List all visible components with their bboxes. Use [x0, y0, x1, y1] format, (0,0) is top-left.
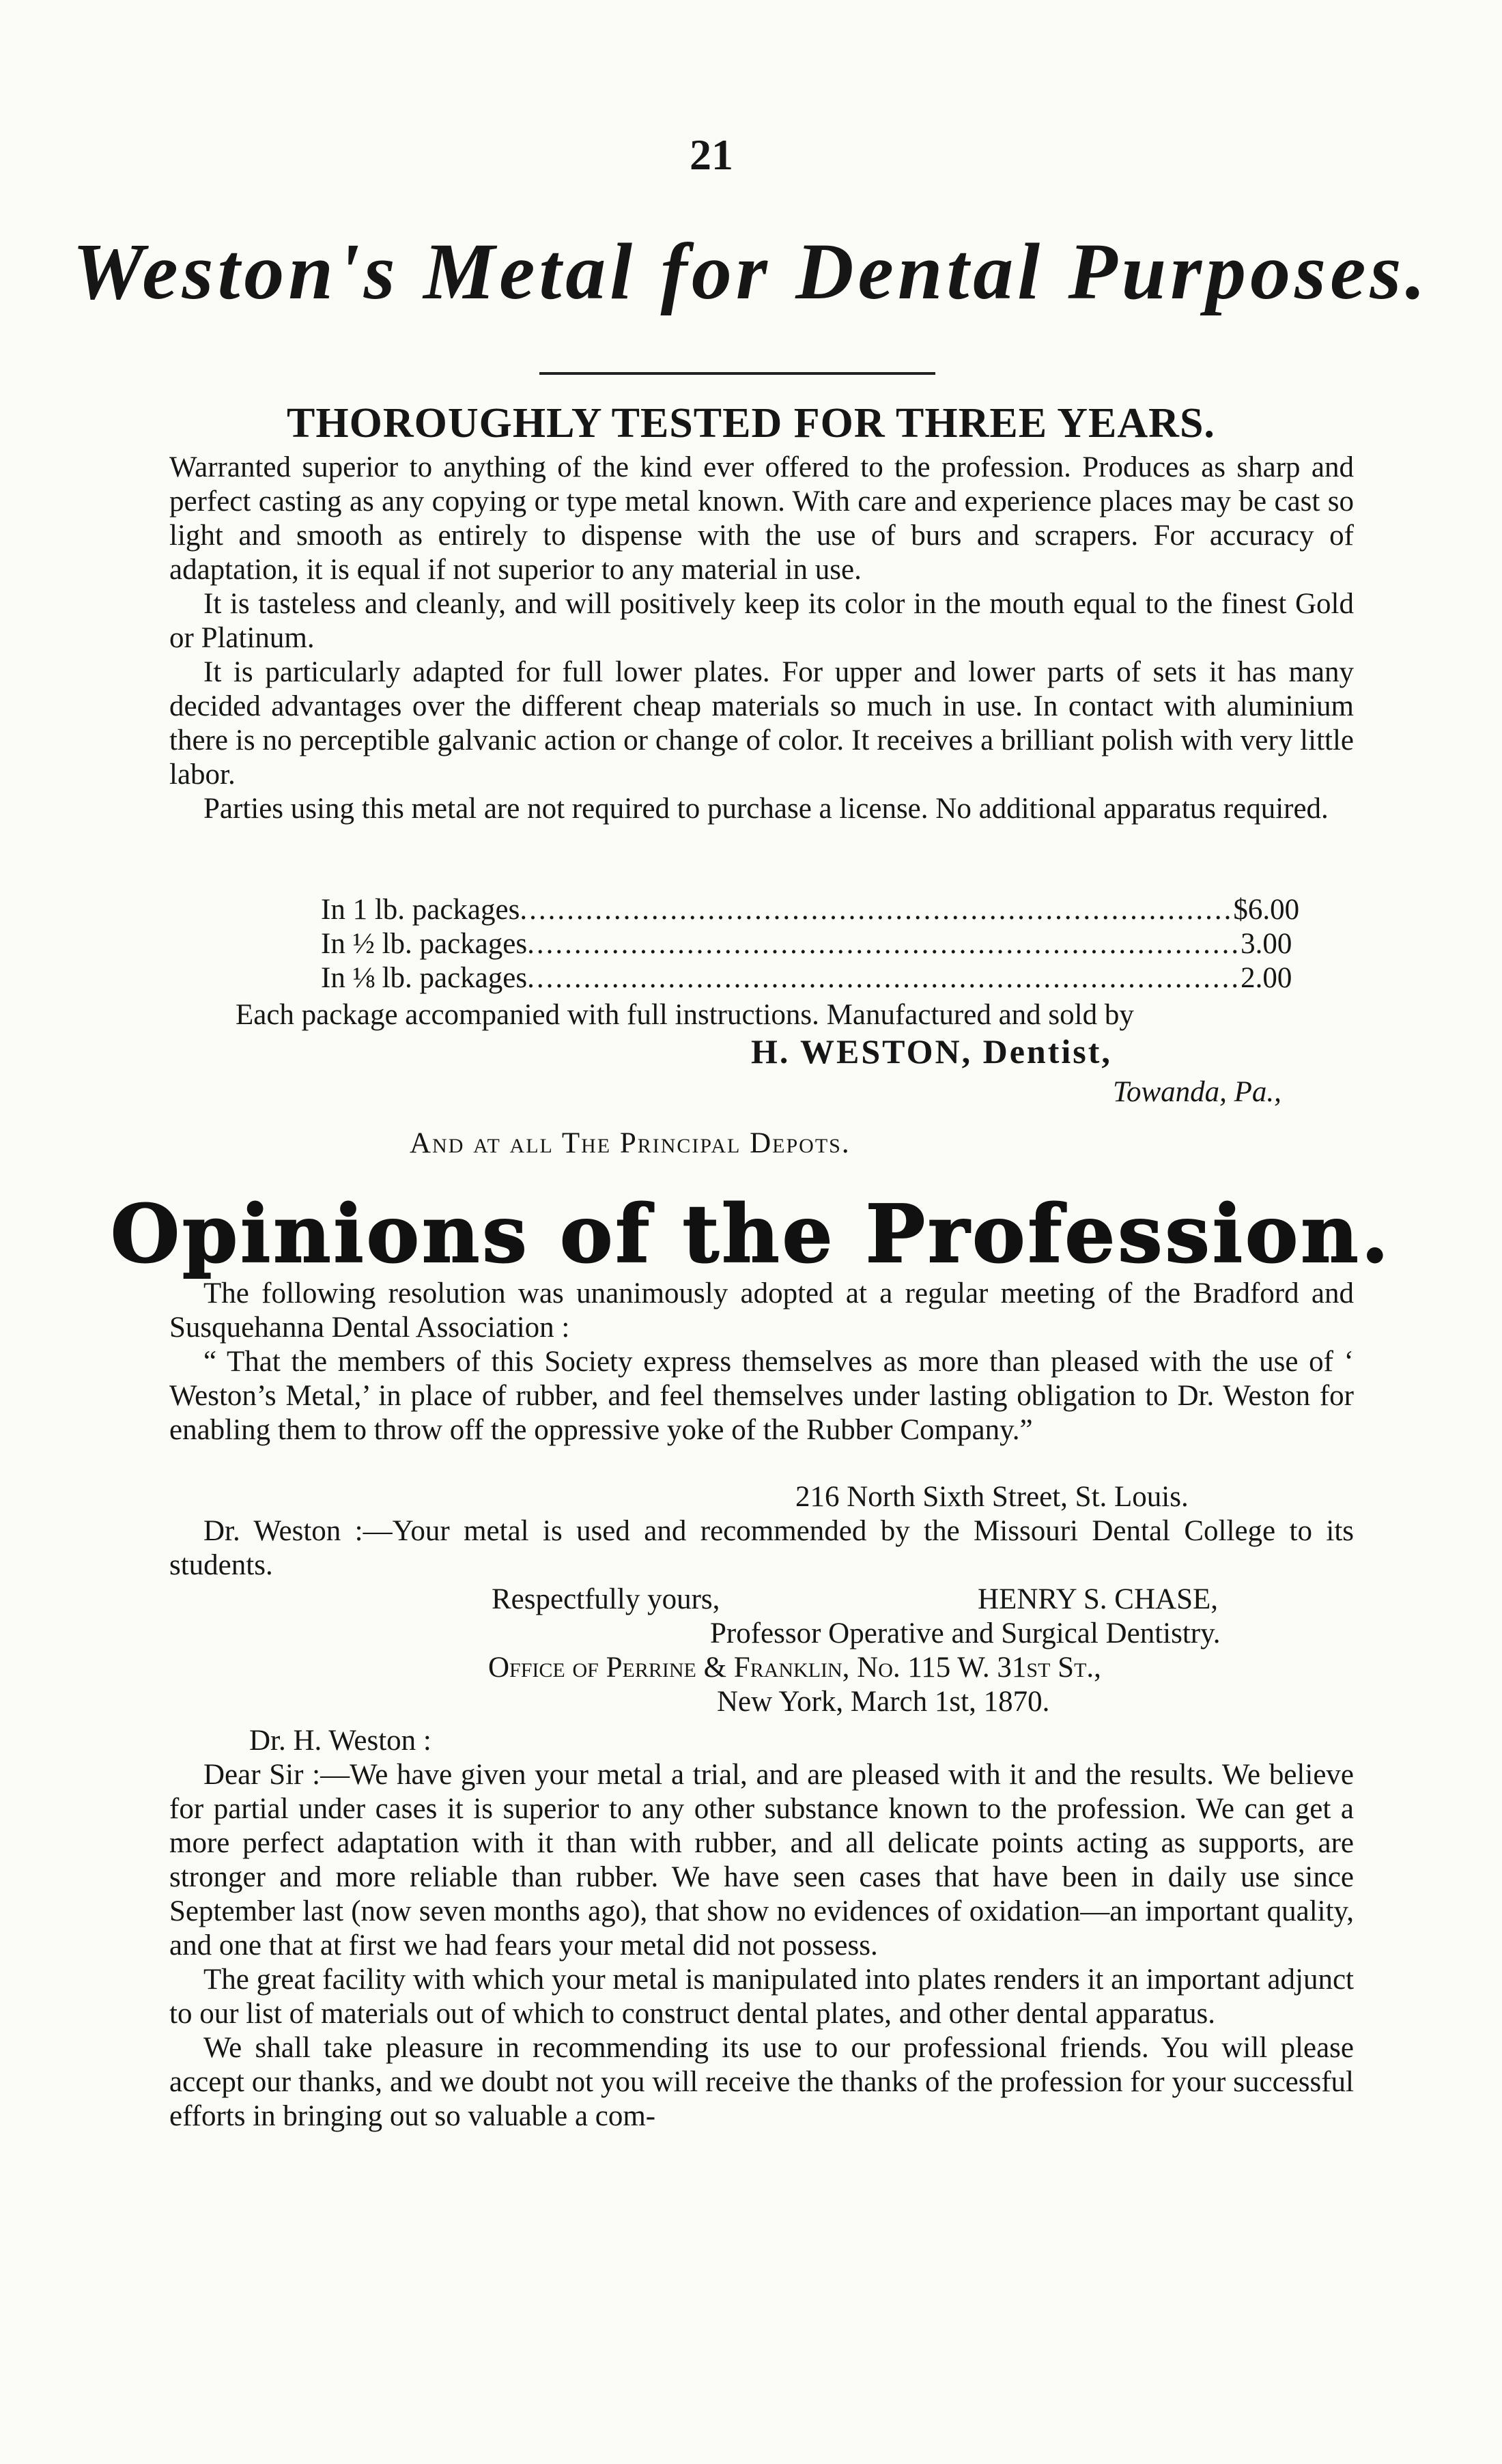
page-number: 21	[690, 130, 733, 179]
intro-paragraph: Parties using this metal are not required to purchase a license. No additional apparatus required.	[203, 793, 1329, 825]
price-label: In ½ lb. packages	[321, 928, 528, 960]
intro-paragraph: Warranted superior to anything of the kind ever offered to the profession. Produces as sharp and perfect casting as any copying or type metal known. With care and experience places may be cast so light and smooth as entirely to dispense with the use of burs and scrapers. For accuracy of adaptation, it is equal if not superior to any material in use.	[169, 451, 1354, 586]
letter-body	[169, 1758, 1354, 2134]
resolution-text	[169, 1277, 1354, 1447]
price-amount: 2.00	[1241, 962, 1292, 994]
price-row	[321, 927, 1292, 961]
price-row	[321, 961, 1292, 995]
header-title: Weston's Metal for Dental Purposes.	[72, 227, 1430, 316]
price-label: In ⅛ lb. packages	[321, 962, 528, 994]
letter-paragraph: The great facility with which your metal is manipulated into plates renders it an important adjunct to our list of materials out of which to construct dental plates, and other dental apparatus.	[169, 1964, 1354, 2030]
price-leader: ............................................................................	[527, 962, 1241, 994]
resolution-quote: “ That the members of this Society express themselves as more than pleased with the use of ‘ Weston’s Metal,’ in place of rubber, and feel themselves under lasting obligation to Dr. Weston for enabling them to throw off the oppressive yoke of the Rubber Company.”	[169, 1346, 1354, 1446]
price-label: In 1 lb. packages	[321, 894, 520, 926]
chase-letter-text: Dr. Weston :—Your metal is used and recommended by the Missouri Dental College to its students.	[169, 1515, 1354, 1581]
price-list	[321, 893, 1300, 995]
chase-title: Professor Operative and Surgical Dentistry.	[710, 1617, 1221, 1649]
resolution-intro: The following resolution was unanimously adopted at a regular meeting of the Bradford and Susquehanna Dental Association :	[169, 1277, 1354, 1344]
tested-heading: THOROUGHLY TESTED FOR THREE YEARS.	[287, 400, 1215, 447]
price-leader: ............................................................................	[520, 894, 1234, 926]
letter-paragraph: We shall take pleasure in recommending its use to our professional friends. You will please accept our thanks, and we doubt not you will receive the thanks of the profession for your successful efforts in bringing out so valuable a com-	[169, 2032, 1354, 2132]
divider-rule	[539, 372, 935, 375]
seller-name: H. WESTON, Dentist,	[751, 1032, 1112, 1071]
price-row	[321, 893, 1300, 927]
intro-text	[169, 451, 1354, 826]
opinions-heading: Opinions of the Profession.	[111, 1188, 1391, 1281]
price-amount: 3.00	[1241, 928, 1292, 960]
intro-paragraph: It is particularly adapted for full lower plates. For upper and lower parts of sets it has many decided advantages over the different cheap materials so much in use. In contact with aluminium there is no perceptible galvanic action or change of color. It receives a brilliant polish with very little labor.	[169, 656, 1354, 791]
price-amount: $6.00	[1233, 894, 1300, 926]
letter-paragraph: Dear Sir :—We have given your metal a trial, and are pleased with it and the results. We believe for partial under cases it is superior to any other substance known to the profession. We can get a more perfect adaptation with it than with rubber, and all delicate points acting as supports, are stronger and more reliable than rubber. We have seen cases that have been in daily use since September last (now seven months ago), that show no evidences of oxidation—an important quality, and one that at first we had fears your metal did not possess.	[169, 1759, 1354, 1962]
office-line: Office of Perrine & Franklin, No. 115 W. 31st St.,	[488, 1652, 1101, 1684]
seller-place: Towanda, Pa.,	[1113, 1076, 1281, 1108]
package-note: Each package accompanied with full instructions. Manufactured and sold by	[236, 999, 1134, 1031]
chase-closing: Respectfully yours,	[492, 1583, 720, 1615]
office-date: New York, March 1st, 1870.	[717, 1686, 1050, 1718]
price-leader: ............................................................................	[527, 928, 1241, 960]
salutation: Dr. H. Weston :	[249, 1725, 431, 1757]
chase-name: HENRY S. CHASE,	[978, 1583, 1219, 1615]
chase-letter	[169, 1514, 1354, 1583]
depots-line: And at all The Principal Depots.	[410, 1127, 851, 1159]
chase-address: 216 North Sixth Street, St. Louis.	[795, 1481, 1189, 1513]
intro-paragraph: It is tasteless and cleanly, and will positively keep its color in the mouth equal to the finest Gold or Platinum.	[169, 588, 1354, 654]
